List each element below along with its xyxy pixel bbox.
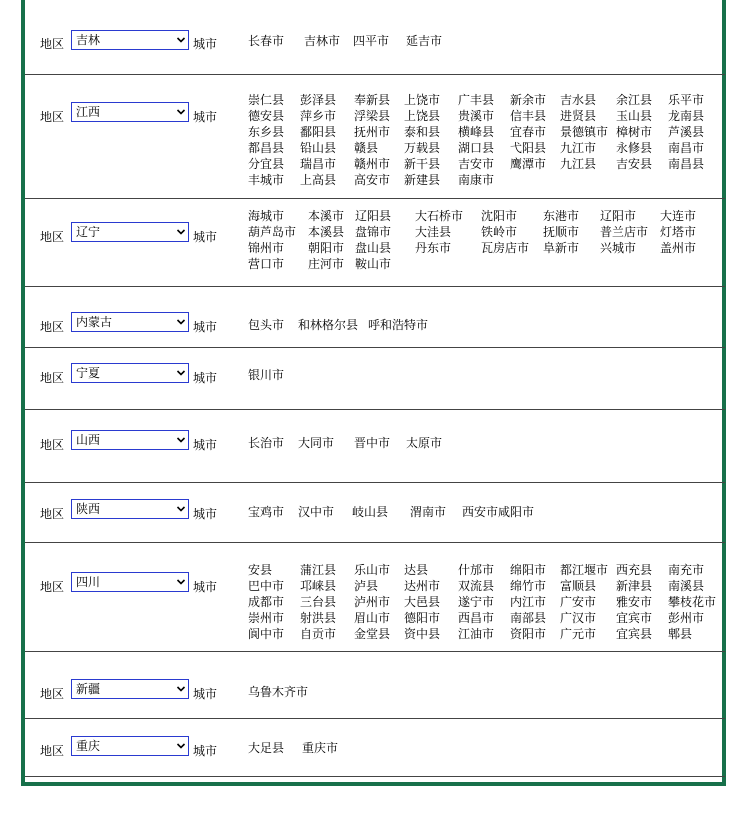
city-link[interactable]: 上高县	[300, 173, 337, 187]
city-link[interactable]: 彭泽县	[300, 93, 337, 107]
region-label: 地区	[40, 580, 65, 594]
city-link[interactable]: 大邑县	[404, 595, 441, 609]
city-link[interactable]: 银川市	[248, 368, 285, 382]
city-link[interactable]: 长治市	[248, 436, 285, 450]
province-select[interactable]	[71, 312, 189, 332]
city-link[interactable]: 南部县	[510, 611, 547, 625]
city-link[interactable]: 金堂县	[354, 627, 391, 641]
province-select[interactable]	[71, 30, 189, 50]
city-link[interactable]: 上饶市	[404, 93, 441, 107]
city-link[interactable]: 乐山市	[354, 563, 391, 577]
city-link[interactable]: 巴中市	[248, 579, 285, 593]
city-link[interactable]: 大同市	[298, 436, 335, 450]
city-link[interactable]: 泰和县	[404, 125, 441, 139]
province-select[interactable]	[71, 430, 189, 450]
city-link[interactable]: 崇仁县	[248, 93, 285, 107]
city-list	[248, 208, 728, 272]
city-link[interactable]: 德安县	[248, 109, 285, 123]
city-link[interactable]: 景德镇市	[560, 125, 609, 139]
city-link[interactable]: 本溪县	[308, 225, 345, 239]
city-link[interactable]: 芦溪县	[668, 125, 705, 139]
chevron-down-icon	[176, 504, 186, 514]
city-link[interactable]: 东乡县	[248, 125, 285, 139]
city-link[interactable]: 资阳市	[510, 627, 547, 641]
province-select-value: 宁夏	[76, 366, 101, 380]
province-select-value: 重庆	[76, 739, 101, 753]
city-link[interactable]: 宜宾县	[616, 627, 653, 641]
city-link[interactable]: 九江市	[560, 141, 597, 155]
city-link[interactable]: 分宜县	[248, 157, 285, 171]
city-link[interactable]: 锦州市	[248, 241, 285, 255]
city-link[interactable]: 南康市	[458, 173, 495, 187]
city-link[interactable]: 南充市	[668, 563, 705, 577]
city-link[interactable]: 海城市	[248, 209, 285, 223]
city-link[interactable]: 新干县	[404, 157, 441, 171]
province-select[interactable]	[71, 222, 189, 242]
region-label: 地区	[40, 371, 65, 385]
city-link[interactable]: 弋阳县	[510, 141, 547, 155]
city-link[interactable]: 都昌县	[248, 141, 285, 155]
city-link[interactable]: 崇州市	[248, 611, 285, 625]
city-link[interactable]: 贵溪市	[458, 109, 495, 123]
city-label: 城市	[193, 110, 218, 124]
city-list	[248, 33, 442, 49]
city-link[interactable]: 自贡市	[300, 627, 337, 641]
city-link[interactable]: 德阳市	[404, 611, 441, 625]
region-label: 地区	[40, 507, 65, 521]
city-list	[248, 504, 534, 520]
city-list	[248, 562, 728, 642]
city-link[interactable]: 新津县	[616, 579, 653, 593]
chevron-down-icon	[176, 684, 186, 694]
city-link[interactable]: 广元市	[560, 627, 597, 641]
province-select-value: 吉林	[76, 33, 101, 47]
city-link[interactable]: 新建县	[404, 173, 441, 187]
province-select[interactable]	[71, 499, 189, 519]
province-select[interactable]	[71, 102, 189, 122]
city-label: 城市	[193, 438, 218, 452]
city-link[interactable]: 铅山县	[300, 141, 337, 155]
city-link[interactable]: 江油市	[458, 627, 495, 641]
city-link[interactable]: 赣县	[354, 141, 379, 155]
city-link[interactable]: 丹东市	[415, 241, 452, 255]
city-link[interactable]: 丰城市	[248, 173, 285, 187]
chevron-down-icon	[176, 317, 186, 327]
city-link[interactable]: 吉安市	[458, 157, 495, 171]
city-link[interactable]: 抚州市	[354, 125, 391, 139]
city-link[interactable]: 延吉市	[406, 34, 443, 48]
city-link[interactable]: 四平市	[353, 34, 390, 48]
city-link[interactable]: 鞍山市	[355, 257, 392, 271]
city-link[interactable]: 呼和浩特市	[368, 318, 429, 332]
chevron-down-icon	[176, 227, 186, 237]
city-link[interactable]: 庄河市	[308, 257, 345, 271]
city-link[interactable]: 大连市	[660, 209, 697, 223]
city-link[interactable]: 汉中市	[298, 505, 335, 519]
city-label: 城市	[193, 744, 218, 758]
province-select-value: 辽宁	[76, 225, 101, 239]
city-label: 城市	[193, 320, 218, 334]
city-link[interactable]: 彭州市	[668, 611, 705, 625]
city-link[interactable]: 重庆市	[302, 741, 339, 755]
city-label: 城市	[193, 230, 218, 244]
city-link[interactable]: 太原市	[406, 436, 443, 450]
city-list	[248, 684, 308, 700]
city-link[interactable]: 绵阳市	[510, 563, 547, 577]
city-link[interactable]: 盖州市	[660, 241, 697, 255]
region-label: 地区	[40, 744, 65, 758]
city-link[interactable]: 瓦房店市	[481, 241, 530, 255]
city-link[interactable]: 横峰县	[458, 125, 495, 139]
city-link[interactable]: 长春市	[248, 34, 285, 48]
chevron-down-icon	[176, 577, 186, 587]
city-link[interactable]: 遂宁市	[458, 595, 495, 609]
region-label: 地区	[40, 230, 65, 244]
city-link[interactable]: 万载县	[404, 141, 441, 155]
chevron-down-icon	[176, 107, 186, 117]
city-link[interactable]: 余江县	[616, 93, 653, 107]
province-select-value: 陕西	[76, 502, 101, 516]
city-link[interactable]: 什邡市	[458, 563, 495, 577]
city-label: 城市	[193, 371, 218, 385]
city-link[interactable]: 本溪市	[308, 209, 345, 223]
city-link[interactable]: 九江县	[560, 157, 597, 171]
city-link[interactable]: 铁岭市	[481, 225, 518, 239]
city-label: 城市	[193, 580, 218, 594]
city-link[interactable]: 阆中市	[248, 627, 285, 641]
province-select[interactable]	[71, 572, 189, 592]
city-link[interactable]: 葫芦岛市	[248, 225, 297, 239]
city-link[interactable]: 资中县	[404, 627, 441, 641]
city-link[interactable]: 咸阳市	[498, 505, 535, 519]
city-link[interactable]: 双流县	[458, 579, 495, 593]
city-link[interactable]: 西充县	[616, 563, 653, 577]
city-link[interactable]: 和林格尔县	[298, 318, 359, 332]
chevron-down-icon	[176, 35, 186, 45]
city-link[interactable]: 雅安市	[616, 595, 653, 609]
city-link[interactable]: 安县	[248, 563, 273, 577]
chevron-down-icon	[176, 368, 186, 378]
city-link[interactable]: 辽阳市	[600, 209, 637, 223]
city-link[interactable]: 阜新市	[543, 241, 580, 255]
region-label: 地区	[40, 687, 65, 701]
city-link[interactable]: 盘山县	[355, 241, 392, 255]
city-link[interactable]: 朝阳市	[308, 241, 345, 255]
city-link[interactable]: 广丰县	[458, 93, 495, 107]
city-link[interactable]: 三台县	[300, 595, 337, 609]
city-link[interactable]: 奉新县	[354, 93, 391, 107]
city-link[interactable]: 宜宾市	[616, 611, 653, 625]
city-link[interactable]: 包头市	[248, 318, 285, 332]
city-link[interactable]: 盘锦市	[355, 225, 392, 239]
province-select-value: 四川	[76, 575, 101, 589]
region-label: 地区	[40, 320, 65, 334]
city-link[interactable]: 乐平市	[668, 93, 705, 107]
city-link[interactable]: 达县	[404, 563, 429, 577]
city-link[interactable]: 大洼县	[415, 225, 452, 239]
city-link[interactable]: 射洪县	[300, 611, 337, 625]
city-link[interactable]: 进贤县	[560, 109, 597, 123]
city-link[interactable]: 广汉市	[560, 611, 597, 625]
city-link[interactable]: 富顺县	[560, 579, 597, 593]
city-link[interactable]: 樟树市	[616, 125, 653, 139]
city-link[interactable]: 成都市	[248, 595, 285, 609]
city-link[interactable]: 湖口县	[458, 141, 495, 155]
city-link[interactable]: 达州市	[404, 579, 441, 593]
city-link[interactable]: 邛崃县	[300, 579, 337, 593]
city-list	[248, 435, 442, 451]
city-link[interactable]: 鄱阳县	[300, 125, 337, 139]
city-label: 城市	[193, 507, 218, 521]
city-link[interactable]: 西昌市	[458, 611, 495, 625]
city-link[interactable]: 泸州市	[354, 595, 391, 609]
city-link[interactable]: 瑞昌市	[300, 157, 337, 171]
city-link[interactable]: 东港市	[543, 209, 580, 223]
chevron-down-icon	[176, 435, 186, 445]
city-link[interactable]: 宝鸡市	[248, 505, 285, 519]
city-link[interactable]: 高安市	[354, 173, 391, 187]
province-select-value: 新疆	[76, 682, 101, 696]
city-link[interactable]: 上饶县	[404, 109, 441, 123]
city-link[interactable]: 鹰潭市	[510, 157, 547, 171]
city-link[interactable]: 渭南市	[410, 505, 447, 519]
city-link[interactable]: 吉安县	[616, 157, 653, 171]
city-link[interactable]: 浮梁县	[354, 109, 391, 123]
city-link[interactable]: 大足县	[248, 741, 285, 755]
city-link[interactable]: 抚顺市	[543, 225, 580, 239]
region-label: 地区	[40, 110, 65, 124]
city-link[interactable]: 玉山县	[616, 109, 653, 123]
city-link[interactable]: 岐山县	[352, 505, 389, 519]
city-link[interactable]: 新余市	[510, 93, 547, 107]
city-link[interactable]: 西安市	[462, 505, 499, 519]
province-select-value: 内蒙古	[76, 315, 113, 329]
region-label: 地区	[40, 438, 65, 452]
city-link[interactable]: 普兰店市	[600, 225, 649, 239]
city-link[interactable]: 萍乡市	[300, 109, 337, 123]
city-link[interactable]: 营口市	[248, 257, 285, 271]
province-select[interactable]	[71, 363, 189, 383]
city-link[interactable]: 龙南县	[668, 109, 705, 123]
province-select-value: 江西	[76, 105, 101, 119]
city-link[interactable]: 郫县	[668, 627, 693, 641]
province-select[interactable]	[71, 736, 189, 756]
city-link[interactable]: 晋中市	[354, 436, 391, 450]
city-link[interactable]: 广安市	[560, 595, 597, 609]
city-list	[248, 367, 284, 383]
city-link[interactable]: 兴城市	[600, 241, 637, 255]
city-link[interactable]: 吉林市	[304, 34, 341, 48]
city-list	[248, 740, 338, 756]
city-link[interactable]: 内江市	[510, 595, 547, 609]
city-label: 城市	[193, 687, 218, 701]
city-label: 城市	[193, 37, 218, 51]
city-link[interactable]: 眉山市	[354, 611, 391, 625]
city-link[interactable]: 辽阳县	[355, 209, 392, 223]
city-link[interactable]: 灯塔市	[660, 225, 697, 239]
city-list	[248, 92, 728, 188]
city-link[interactable]: 沈阳市	[481, 209, 518, 223]
city-link[interactable]: 南溪县	[668, 579, 705, 593]
city-list	[248, 317, 428, 333]
city-link[interactable]: 信丰县	[510, 109, 547, 123]
city-link[interactable]: 乌鲁木齐市	[248, 685, 309, 699]
city-link[interactable]: 攀枝花市	[668, 595, 717, 609]
city-link[interactable]: 永修县	[616, 141, 653, 155]
city-link[interactable]: 南昌市	[668, 141, 705, 155]
city-link[interactable]: 大石桥市	[415, 209, 464, 223]
province-select-value: 山西	[76, 433, 101, 447]
city-link[interactable]: 赣州市	[354, 157, 391, 171]
city-link[interactable]: 蒲江县	[300, 563, 337, 577]
province-select[interactable]	[71, 679, 189, 699]
city-link[interactable]: 吉水县	[560, 93, 597, 107]
city-link[interactable]: 南昌县	[668, 157, 705, 171]
region-label: 地区	[40, 37, 65, 51]
city-link[interactable]: 宜春市	[510, 125, 547, 139]
city-link[interactable]: 泸县	[354, 579, 379, 593]
city-link[interactable]: 都江堰市	[560, 563, 609, 577]
chevron-down-icon	[176, 741, 186, 751]
city-link[interactable]: 绵竹市	[510, 579, 547, 593]
